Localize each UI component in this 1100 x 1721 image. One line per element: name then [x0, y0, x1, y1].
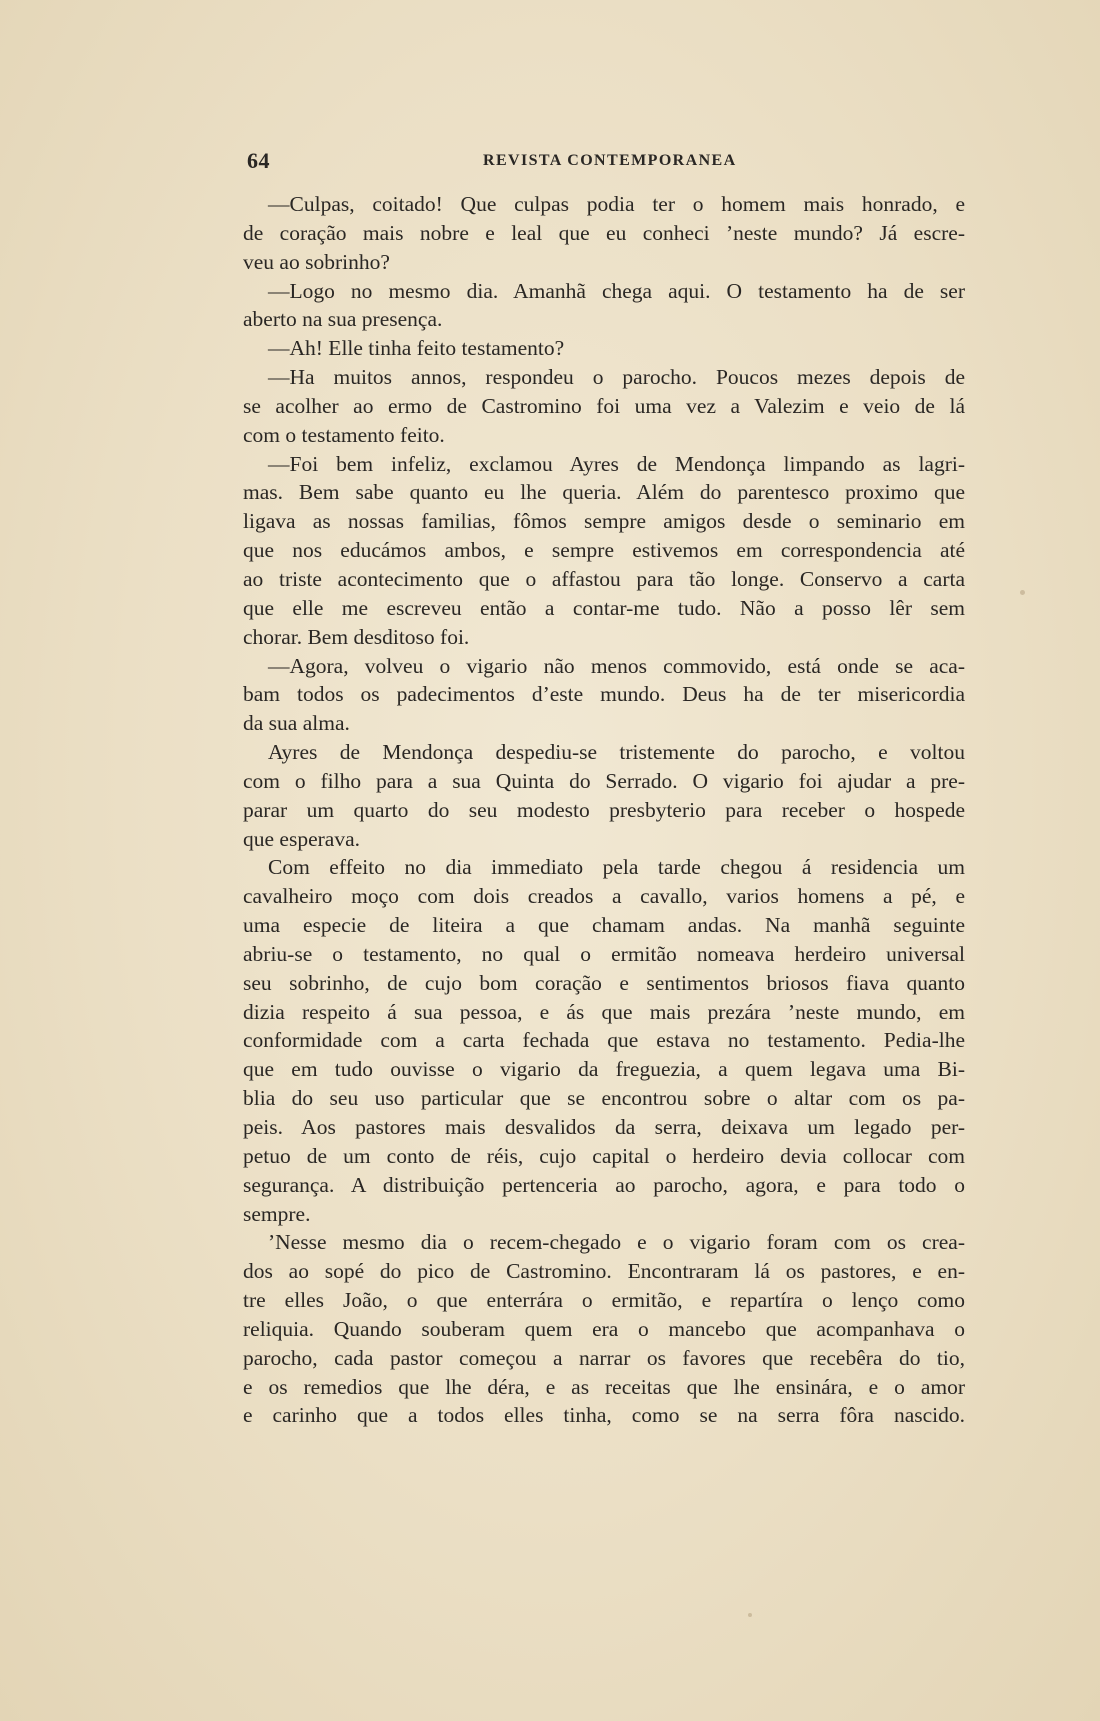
text-line: com o filho para a sua Quinta do Serrado. O vigario foi ajudar a pre- — [243, 768, 965, 793]
text-line: —Ha muitos annos, respondeu o parocho. Poucos mezes depois de — [268, 365, 965, 390]
text-line: petuo de um conto de réis, cujo capital o herdeiro devia collocar com — [243, 1143, 965, 1168]
text-line: mas. Bem sabe quanto eu lhe queria. Além do parentesco proximo que — [243, 480, 965, 505]
text-line: —Foi bem infeliz, exclamou Ayres de Mendonça limpando as lagri- — [268, 451, 965, 476]
text-line: parocho, cada pastor começou a narrar os favores que recebêra do tio, — [243, 1345, 965, 1370]
text-line: —Agora, volveu o vigario não menos commovido, está onde se aca- — [268, 653, 965, 678]
text-line: veu ao sobrinho? — [243, 249, 390, 274]
text-line: Ayres de Mendonça despediu-se tristemente do parocho, e voltou — [268, 740, 965, 765]
body-text — [243, 190, 965, 1430]
text-line: ’Nesse mesmo dia o recem-chegado e o vigario foram com os crea- — [268, 1230, 965, 1255]
text-line: segurança. A distribuição pertenceria ao parocho, agora, e para todo o — [243, 1172, 965, 1197]
text-line: chorar. Bem desditoso foi. — [243, 624, 470, 649]
running-title: REVISTA CONTEMPORANEA — [483, 152, 737, 169]
text-line: ligava as nossas familias, fômos sempre amigos desde o seminario em — [243, 509, 965, 534]
text-line: conformidade com a carta fechada que estava no testamento. Pedia-lhe — [243, 1028, 965, 1053]
text-line: —Culpas, coitado! Que culpas podia ter o homem mais honrado, e — [268, 192, 965, 216]
page-header — [247, 148, 965, 178]
text-line: uma especie de liteira a que chamam andas. Na manhã seguinte — [243, 913, 965, 938]
text-line: sempre. — [243, 1201, 311, 1226]
text-line: tre elles João, o que enterrára o ermitão, e repartíra o lenço como — [243, 1288, 965, 1313]
text-line: peis. Aos pastores mais desvalidos da serra, deixava um legado per- — [243, 1115, 965, 1139]
text-line: seu sobrinho, de cujo bom coração e sentimentos briosos fiava quanto — [243, 970, 965, 995]
text-line: que em tudo ouvisse o vigario da freguezia, a quem legava uma Bi- — [243, 1057, 965, 1082]
text-line: cavalheiro moço com dois creados a cavallo, varios homens a pé, e — [243, 884, 965, 909]
text-line: se acolher ao ermo de Castromino foi uma vez a Valezim e veio de lá — [243, 393, 965, 418]
paper-stain — [748, 1613, 752, 1617]
text-line: dizia respeito á sua pessoa, e ás que mais prezára ’neste mundo, em — [243, 999, 965, 1024]
text-line: de coração mais nobre e leal que eu conheci ’neste mundo? Já escre- — [243, 220, 965, 245]
text-line: com o testamento feito. — [243, 422, 445, 447]
text-line: —Ah! Elle tinha feito testamento? — [268, 336, 565, 361]
text-line: que elle me escreveu então a contar-me tudo. Não a posso lêr sem — [243, 595, 965, 620]
page-number: 64 — [247, 148, 270, 173]
text-line: e carinho que a todos elles tinha, como se na serra fôra nascido. — [243, 1403, 965, 1428]
text-line: parar um quarto do seu modesto presbyterio para receber o hospede — [243, 797, 965, 822]
text-line: reliquia. Quando souberam quem era o mancebo que acompanhava o — [243, 1316, 965, 1341]
text-line: que esperava. — [243, 826, 360, 851]
text-line: ao triste acontecimento que o affastou para tão longe. Conservo a carta — [243, 566, 965, 591]
text-line: abriu-se o testamento, no qual o ermitão nomeava herdeiro universal — [243, 941, 965, 966]
text-line: e os remedios que lhe déra, e as receitas que lhe ensinára, e o amor — [243, 1374, 965, 1399]
text-line: —Logo no mesmo dia. Amanhã chega aqui. O testamento ha de ser — [268, 278, 965, 303]
text-line: Com effeito no dia immediato pela tarde chegou á residencia um — [268, 855, 965, 880]
text-line: aberto na sua presença. — [243, 307, 443, 332]
text-line: dos ao sopé do pico de Castromino. Encontraram lá os pastores, e en- — [243, 1259, 965, 1284]
text-line: blia do seu uso particular que se encontrou sobre o altar com os pa- — [243, 1086, 965, 1111]
text-line: bam todos os padecimentos d’este mundo. Deus ha de ter misericordia — [243, 682, 965, 707]
text-line: que nos educámos ambos, e sempre estivemos em correspondencia até — [243, 538, 965, 563]
text-line: da sua alma. — [243, 711, 350, 736]
paper-stain — [1020, 590, 1025, 595]
